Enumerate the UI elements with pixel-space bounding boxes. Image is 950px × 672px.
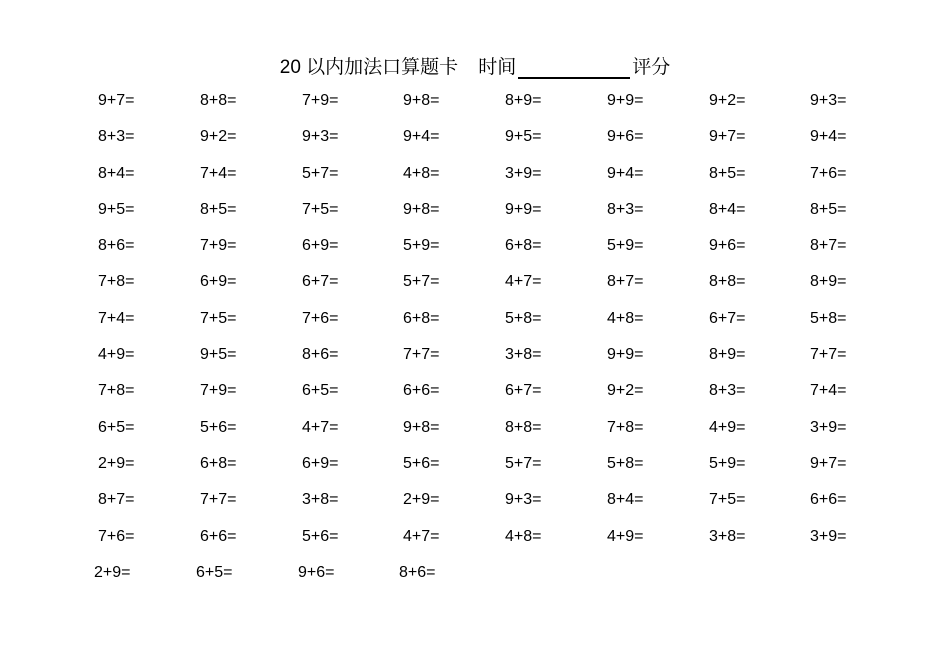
problem-item: 9+2= xyxy=(607,382,644,400)
problem-item: 6+6= xyxy=(403,382,440,400)
problem-item: 3+8= xyxy=(302,491,339,509)
problem-item: 4+8= xyxy=(403,164,440,182)
problem-item: 8+5= xyxy=(709,164,746,182)
problem-item: 7+8= xyxy=(607,418,644,436)
problem-item: 9+8= xyxy=(403,418,440,436)
problem-item: 7+6= xyxy=(98,527,135,545)
problem-item: 9+5= xyxy=(200,346,237,364)
problem-item: 8+6= xyxy=(302,346,339,364)
problem-item: 9+7= xyxy=(810,454,847,472)
problem-item: 4+9= xyxy=(709,418,746,436)
problem-grid xyxy=(0,88,950,596)
problem-item: 8+4= xyxy=(607,491,644,509)
problem-item: 3+9= xyxy=(810,527,847,545)
problem-item: 5+9= xyxy=(709,454,746,472)
problem-row xyxy=(0,88,950,124)
problem-item: 5+9= xyxy=(403,237,440,255)
problem-item: 7+8= xyxy=(98,273,135,291)
problem-item: 8+5= xyxy=(810,200,847,218)
problem-item: 9+9= xyxy=(607,346,644,364)
problem-item: 7+8= xyxy=(98,382,135,400)
problem-item: 8+3= xyxy=(709,382,746,400)
problem-item: 8+4= xyxy=(98,164,135,182)
problem-item: 8+3= xyxy=(98,128,135,146)
problem-item: 9+3= xyxy=(505,491,542,509)
problem-item: 8+7= xyxy=(810,237,847,255)
problem-item: 6+5= xyxy=(196,563,233,581)
problem-item: 9+6= xyxy=(607,128,644,146)
problem-item: 7+4= xyxy=(810,382,847,400)
problem-item: 8+9= xyxy=(810,273,847,291)
problem-item: 7+5= xyxy=(709,491,746,509)
problem-row xyxy=(0,124,950,160)
problem-item: 9+3= xyxy=(810,92,847,109)
problem-item: 6+9= xyxy=(302,454,339,472)
problem-item: 9+6= xyxy=(709,237,746,255)
problem-item: 3+9= xyxy=(505,164,542,182)
problem-row xyxy=(0,269,950,305)
problem-item: 9+4= xyxy=(403,128,440,146)
problem-item: 3+9= xyxy=(810,418,847,436)
problem-item: 8+8= xyxy=(200,92,237,109)
problem-item: 6+5= xyxy=(302,382,339,400)
problem-item: 5+7= xyxy=(505,454,542,472)
problem-item: 5+9= xyxy=(607,237,644,255)
problem-item: 6+5= xyxy=(98,418,135,436)
problem-item: 7+7= xyxy=(200,491,237,509)
problem-item: 6+6= xyxy=(200,527,237,545)
problem-item: 9+6= xyxy=(298,563,335,581)
problem-item: 9+8= xyxy=(403,200,440,218)
problem-item: 4+9= xyxy=(98,346,135,364)
problem-item: 5+6= xyxy=(403,454,440,472)
problem-row xyxy=(0,378,950,414)
problem-item: 9+9= xyxy=(607,92,644,109)
problem-item: 6+7= xyxy=(709,309,746,327)
problem-item: 8+8= xyxy=(709,273,746,291)
problem-item: 6+9= xyxy=(302,237,339,255)
problem-row xyxy=(0,524,950,560)
problem-item: 6+8= xyxy=(403,309,440,327)
problem-item: 2+9= xyxy=(403,491,440,509)
problem-item: 7+9= xyxy=(200,237,237,255)
problem-item: 8+6= xyxy=(399,563,436,581)
problem-row xyxy=(0,161,950,197)
problem-item: 9+7= xyxy=(98,92,135,109)
problem-item: 6+8= xyxy=(200,454,237,472)
problem-item: 2+9= xyxy=(94,563,131,581)
problem-item: 9+2= xyxy=(709,92,746,109)
problem-item: 7+7= xyxy=(810,346,847,364)
problem-item: 9+5= xyxy=(505,128,542,146)
problem-item: 6+7= xyxy=(505,382,542,400)
problem-item: 9+4= xyxy=(810,128,847,146)
problem-item: 9+3= xyxy=(302,128,339,146)
time-label: 时间 xyxy=(478,57,517,78)
problem-item: 7+4= xyxy=(98,309,135,327)
problem-item: 6+7= xyxy=(302,273,339,291)
problem-item: 9+8= xyxy=(403,92,440,109)
problem-item: 5+7= xyxy=(302,164,339,182)
problem-row xyxy=(0,306,950,342)
problem-item: 7+5= xyxy=(302,200,339,218)
problem-item: 3+8= xyxy=(505,346,542,364)
problem-item: 8+5= xyxy=(200,200,237,218)
problem-item: 5+6= xyxy=(302,527,339,545)
problem-item: 3+8= xyxy=(709,527,746,545)
problem-item: 8+9= xyxy=(505,92,542,109)
problem-item: 9+4= xyxy=(607,164,644,182)
problem-item: 9+5= xyxy=(98,200,135,218)
problem-item: 8+8= xyxy=(505,418,542,436)
problem-item: 7+6= xyxy=(810,164,847,182)
problem-item: 8+7= xyxy=(98,491,135,509)
problem-item: 7+5= xyxy=(200,309,237,327)
worksheet-header xyxy=(0,52,950,80)
problem-item: 4+7= xyxy=(302,418,339,436)
problem-item: 9+9= xyxy=(505,200,542,218)
problem-item: 4+8= xyxy=(607,309,644,327)
problem-item: 8+4= xyxy=(709,200,746,218)
problem-item: 9+7= xyxy=(709,128,746,146)
problem-row xyxy=(0,415,950,451)
problem-item: 2+9= xyxy=(98,454,135,472)
problem-item: 5+6= xyxy=(200,418,237,436)
problem-item: 7+9= xyxy=(302,92,339,109)
problem-item: 7+6= xyxy=(302,309,339,327)
problem-item: 5+8= xyxy=(607,454,644,472)
problem-item: 5+8= xyxy=(505,309,542,327)
problem-item: 7+4= xyxy=(200,164,237,182)
problem-item: 5+8= xyxy=(810,309,847,327)
problem-item: 8+7= xyxy=(607,273,644,291)
problem-item: 4+7= xyxy=(505,273,542,291)
problem-item: 7+7= xyxy=(403,346,440,364)
problem-row xyxy=(0,487,950,523)
problem-row xyxy=(0,233,950,269)
problem-item: 4+8= xyxy=(505,527,542,545)
score-label: 评分 xyxy=(632,57,671,78)
problem-item: 9+2= xyxy=(200,128,237,146)
problem-item: 8+3= xyxy=(607,200,644,218)
problem-item: 8+6= xyxy=(98,237,135,255)
problem-item: 6+6= xyxy=(810,491,847,509)
problem-item: 5+7= xyxy=(403,273,440,291)
problem-row xyxy=(0,560,950,596)
problem-item: 4+7= xyxy=(403,527,440,545)
problem-row xyxy=(0,451,950,487)
time-answer-blank[interactable] xyxy=(518,77,630,79)
problem-item: 7+9= xyxy=(200,382,237,400)
problem-row xyxy=(0,342,950,378)
problem-item: 4+9= xyxy=(607,527,644,545)
worksheet-title: 20 以内加法口算题卡 xyxy=(279,57,459,78)
problem-item: 6+9= xyxy=(200,273,237,291)
problem-item: 6+8= xyxy=(505,237,542,255)
problem-row xyxy=(0,197,950,233)
problem-item: 8+9= xyxy=(709,346,746,364)
